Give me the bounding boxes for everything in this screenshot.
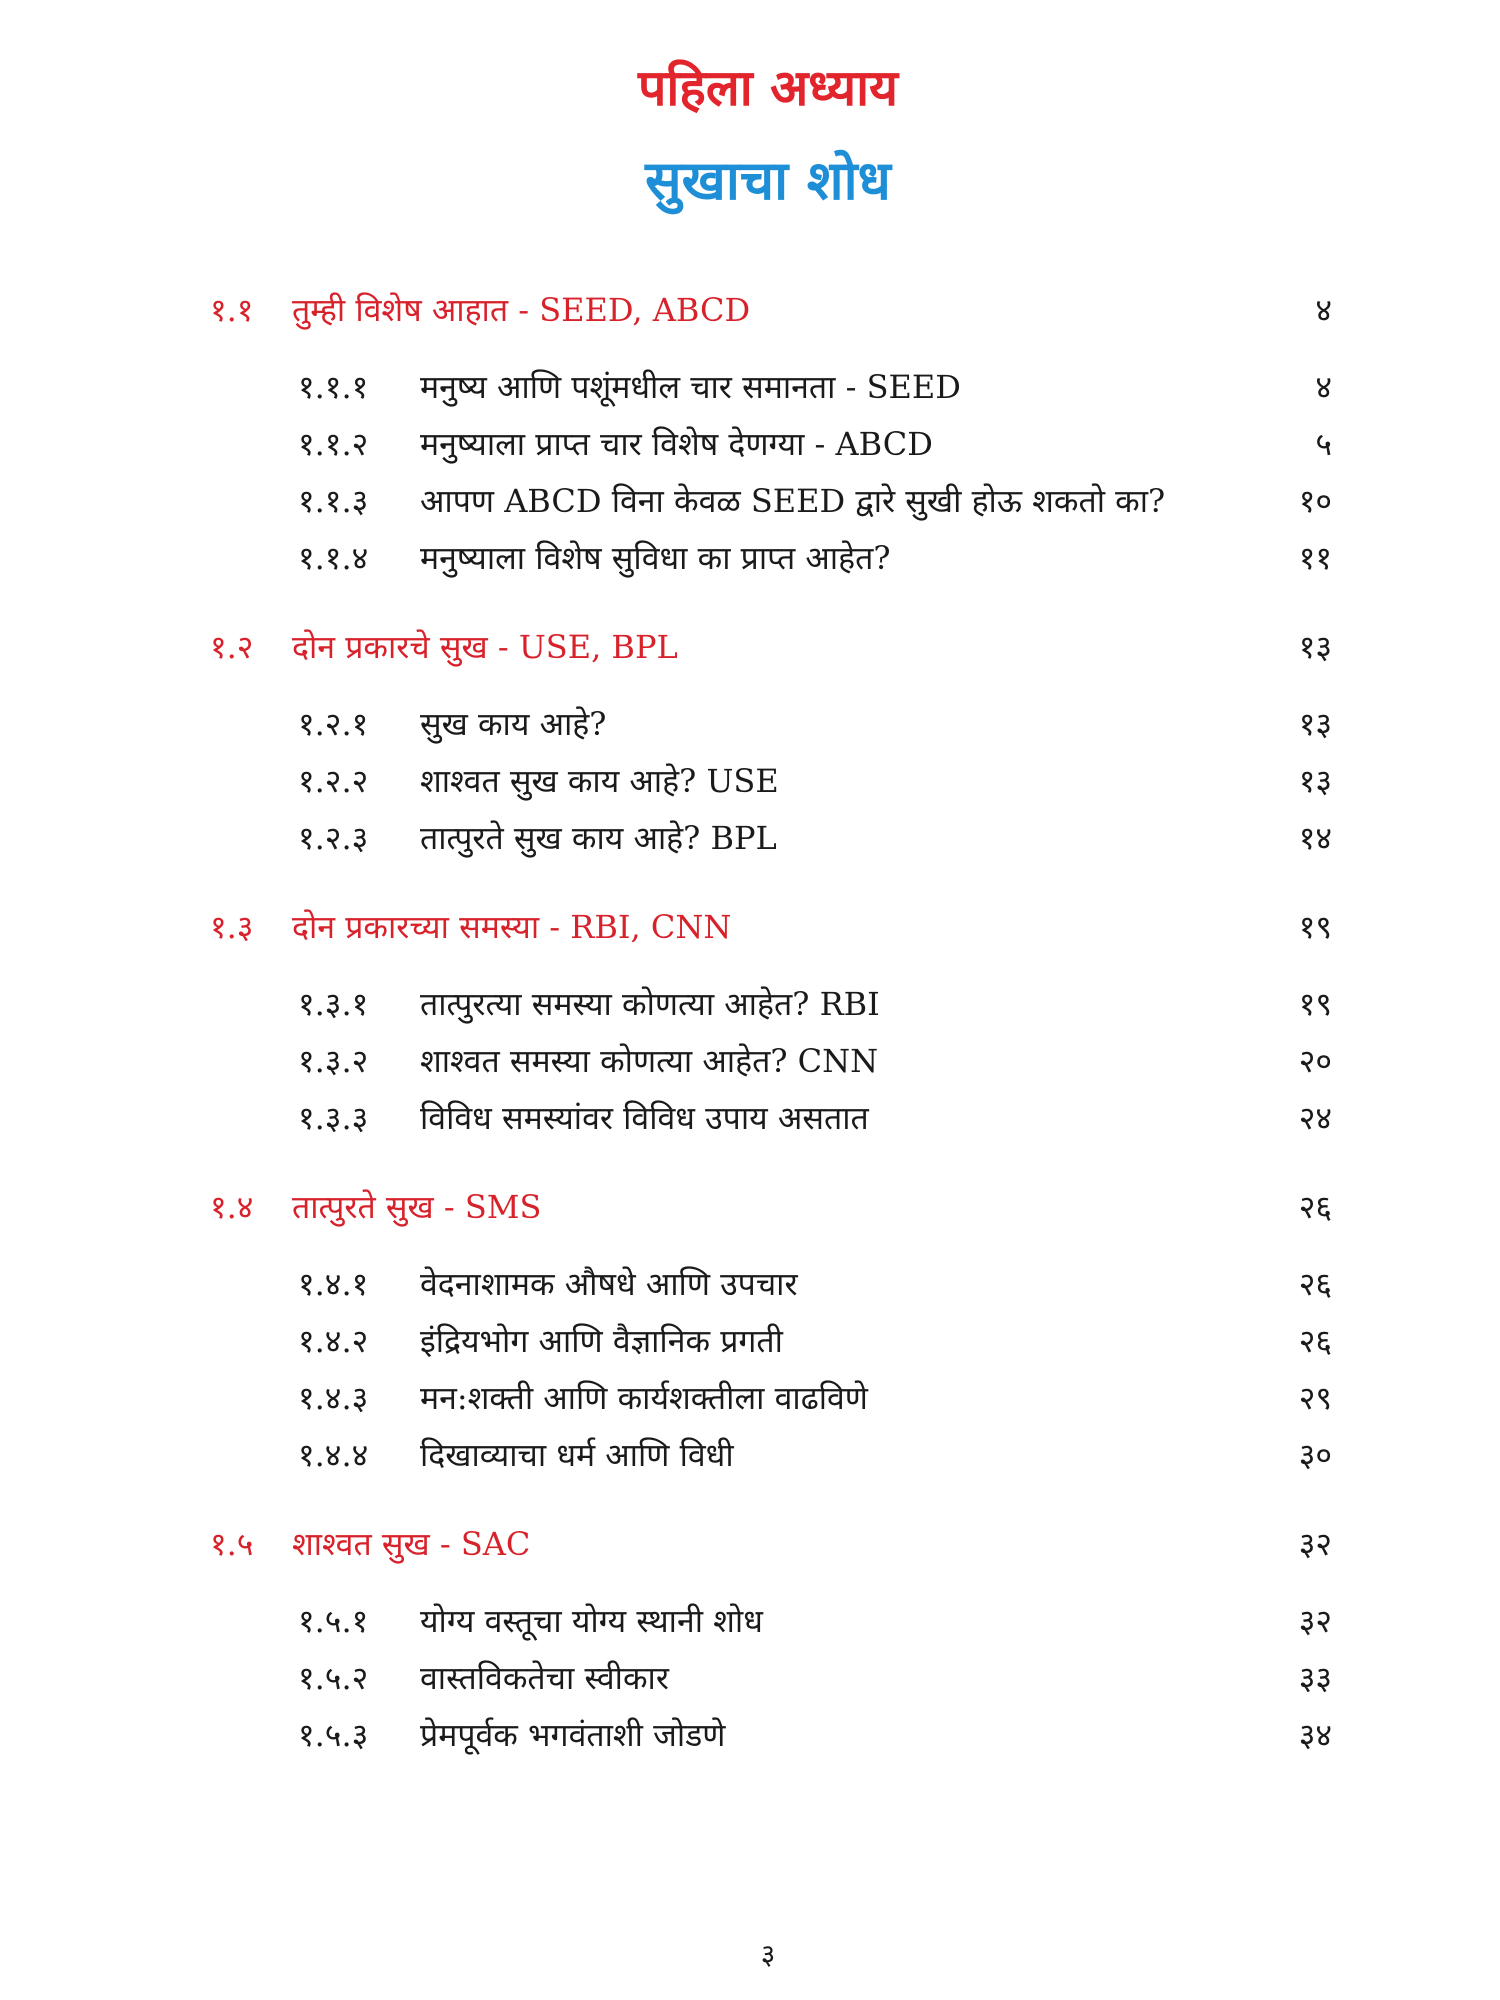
entry-title: तात्पुरते सुख काय आहे? BPL — [420, 819, 777, 857]
entry-number: १.३.२ — [298, 1042, 369, 1080]
section-number: १.४ — [210, 1188, 254, 1226]
toc-entry-row[interactable] — [0, 473, 1500, 530]
toc-entry-row[interactable] — [0, 1427, 1500, 1484]
section-heading-row[interactable] — [0, 282, 1500, 339]
entry-number: १.१.१ — [298, 368, 369, 406]
entry-title: शाश्वत सुख काय आहे? USE — [420, 762, 779, 800]
entry-page-number: २६ — [1298, 1265, 1332, 1303]
entry-page-number: ३३ — [1298, 1659, 1332, 1697]
entry-title: मन:शक्ती आणि कार्यशक्तीला वाढविणे — [420, 1379, 868, 1417]
toc-entry-row[interactable] — [0, 530, 1500, 587]
toc-entry-row[interactable] — [0, 416, 1500, 473]
entry-number: १.२.१ — [298, 705, 369, 743]
section-number: १.२ — [210, 628, 254, 666]
section-page-number: ४ — [1315, 291, 1332, 329]
table-of-contents — [0, 282, 1500, 1764]
toc-entry-row[interactable] — [0, 696, 1500, 753]
toc-entry-row[interactable] — [0, 810, 1500, 867]
section-number: १.५ — [210, 1525, 254, 1563]
entry-number: १.१.२ — [298, 425, 369, 463]
entry-number: १.२.३ — [298, 819, 369, 857]
toc-entry-row[interactable] — [0, 1593, 1500, 1650]
entry-page-number: ११ — [1298, 539, 1332, 577]
section-page-number: ३२ — [1298, 1525, 1332, 1563]
toc-section-1-1 — [0, 282, 1500, 587]
section-page-number: १३ — [1298, 628, 1332, 666]
entry-title: इंद्रियभोग आणि वैज्ञानिक प्रगती — [420, 1322, 783, 1360]
section-page-number: १९ — [1298, 908, 1332, 946]
entry-number: १.४.३ — [298, 1379, 369, 1417]
entry-page-number: १३ — [1298, 705, 1332, 743]
section-heading-row[interactable] — [0, 1516, 1500, 1573]
section-number: १.३ — [210, 908, 254, 946]
section-title: दोन प्रकारच्या समस्या - RBI, CNN — [292, 908, 732, 946]
toc-section-1-3 — [0, 899, 1500, 1147]
entry-number: १.४.४ — [298, 1436, 369, 1474]
entry-page-number: २० — [1298, 1042, 1332, 1080]
entry-title: दिखाव्याचा धर्म आणि विधी — [420, 1436, 734, 1474]
entry-page-number: २४ — [1298, 1099, 1332, 1137]
page-number: ३ — [760, 1938, 776, 1971]
entry-title: मनुष्य आणि पशूंमधील चार समानता - SEED — [420, 368, 961, 406]
entry-number: १.१.४ — [298, 539, 369, 577]
entry-page-number: ५ — [1315, 425, 1332, 463]
toc-entry-row[interactable] — [0, 1313, 1500, 1370]
entry-title: योग्य वस्तूचा योग्य स्थानी शोध — [420, 1602, 763, 1640]
entry-page-number: १३ — [1298, 762, 1332, 800]
section-page-number: २६ — [1298, 1188, 1332, 1226]
toc-entry-row[interactable] — [0, 1707, 1500, 1764]
toc-entry-row[interactable] — [0, 359, 1500, 416]
toc-entry-row[interactable] — [0, 1256, 1500, 1313]
entry-number: १.३.३ — [298, 1099, 369, 1137]
section-number: १.१ — [210, 291, 254, 329]
entry-title: शाश्वत समस्या कोणत्या आहेत? CNN — [420, 1042, 879, 1080]
section-heading-row[interactable] — [0, 899, 1500, 956]
section-heading-row[interactable] — [0, 619, 1500, 676]
entry-title: तात्पुरत्या समस्या कोणत्या आहेत? RBI — [420, 985, 880, 1023]
entry-number: १.५.२ — [298, 1659, 369, 1697]
entry-page-number: १९ — [1298, 985, 1332, 1023]
entry-page-number: ३२ — [1298, 1602, 1332, 1640]
entry-number: १.२.२ — [298, 762, 369, 800]
section-title: दोन प्रकारचे सुख - USE, BPL — [292, 628, 678, 666]
entry-page-number: ३० — [1298, 1436, 1332, 1474]
toc-section-1-4 — [0, 1179, 1500, 1484]
toc-entry-row[interactable] — [0, 1090, 1500, 1147]
toc-entry-row[interactable] — [0, 1033, 1500, 1090]
entry-page-number: २९ — [1298, 1379, 1332, 1417]
section-title: तुम्ही विशेष आहात - SEED, ABCD — [292, 291, 751, 329]
entry-number: १.४.२ — [298, 1322, 369, 1360]
chapter-subtitle: सुखाचा शोध — [645, 148, 891, 212]
entry-title: सुख काय आहे? — [420, 705, 607, 743]
toc-section-1-2 — [0, 619, 1500, 867]
section-heading-row[interactable] — [0, 1179, 1500, 1236]
entry-title: मनुष्याला विशेष सुविधा का प्राप्त आहेत? — [420, 539, 891, 577]
entry-page-number: ४ — [1315, 368, 1332, 406]
entry-page-number: ३४ — [1298, 1716, 1332, 1754]
entry-title: मनुष्याला प्राप्त चार विशेष देणग्या - ABCD — [420, 425, 933, 463]
entry-title: विविध समस्यांवर विविध उपाय असतात — [420, 1099, 869, 1137]
toc-entry-row[interactable] — [0, 976, 1500, 1033]
entry-number: १.३.१ — [298, 985, 369, 1023]
entry-page-number: १० — [1298, 482, 1332, 520]
entry-title: वेदनाशामक औषधे आणि उपचार — [420, 1265, 798, 1303]
entry-number: १.५.१ — [298, 1602, 369, 1640]
entry-title: वास्तविकतेचा स्वीकार — [420, 1659, 669, 1697]
entry-page-number: २६ — [1298, 1322, 1332, 1360]
entry-number: १.५.३ — [298, 1716, 369, 1754]
entry-number: १.४.१ — [298, 1265, 369, 1303]
chapter-title: पहिला अध्याय — [637, 58, 899, 117]
toc-entry-row[interactable] — [0, 1650, 1500, 1707]
entry-number: १.१.३ — [298, 482, 369, 520]
toc-entry-row[interactable] — [0, 753, 1500, 810]
section-title: शाश्वत सुख - SAC — [292, 1525, 531, 1563]
toc-entry-row[interactable] — [0, 1370, 1500, 1427]
entry-title: आपण ABCD विना केवळ SEED द्वारे सुखी होऊ शकतो का? — [420, 482, 1166, 520]
section-title: तात्पुरते सुख - SMS — [292, 1188, 542, 1226]
entry-page-number: १४ — [1298, 819, 1332, 857]
toc-section-1-5 — [0, 1516, 1500, 1764]
entry-title: प्रेमपूर्वक भगवंताशी जोडणे — [420, 1716, 726, 1754]
